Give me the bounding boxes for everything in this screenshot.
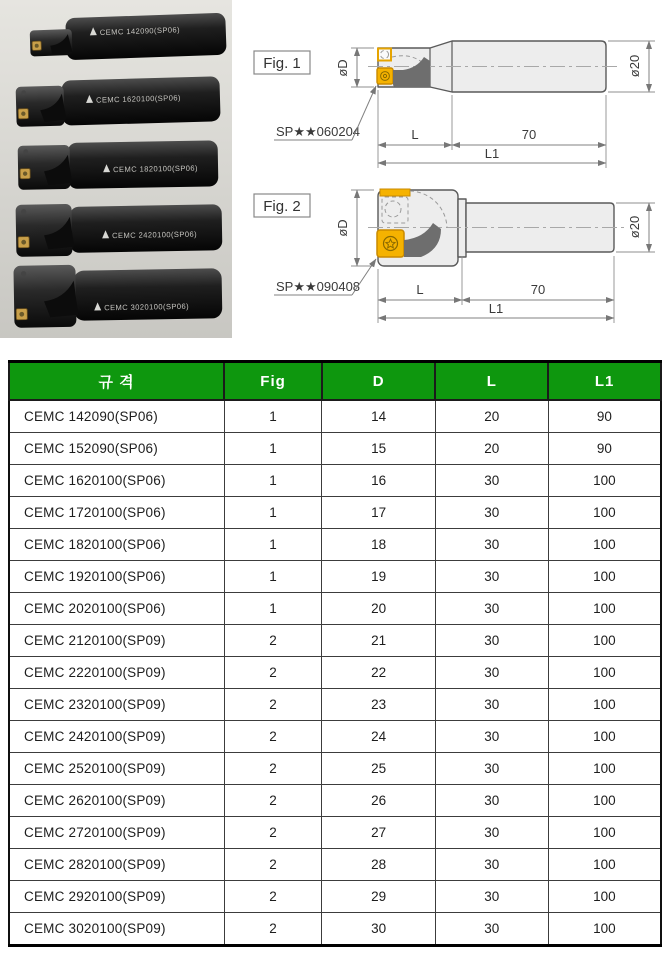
table-row: [9, 881, 661, 913]
table-cell: 30: [435, 689, 548, 721]
insert-icon: [377, 68, 393, 84]
table-cell: CEMC 2320100(SP09): [9, 689, 224, 721]
table-cell: 2: [224, 721, 322, 753]
table-cell: 30: [435, 593, 548, 625]
table-cell: 30: [435, 721, 548, 753]
table-header-row: [9, 362, 661, 401]
table-cell: 100: [548, 561, 661, 593]
table-row: [9, 913, 661, 946]
table-row: [9, 721, 661, 753]
table-cell: 100: [548, 881, 661, 913]
table-cell: 2: [224, 657, 322, 689]
table-cell: 1: [224, 561, 322, 593]
table-cell: 18: [322, 529, 435, 561]
dim-head-diameter: øD: [335, 59, 350, 77]
table-cell: 17: [322, 497, 435, 529]
table-cell: 100: [548, 913, 661, 946]
dim-shank-length: 70: [530, 282, 546, 297]
table-cell: 100: [548, 849, 661, 881]
table-cell: CEMC 2920100(SP09): [9, 881, 224, 913]
table-cell: 30: [435, 657, 548, 689]
figure-2-label: Fig. 2: [263, 198, 301, 215]
table-cell: 30: [435, 561, 548, 593]
dim-total-length: L1: [488, 301, 504, 316]
table-cell: CEMC 2420100(SP09): [9, 721, 224, 753]
table-cell: 100: [548, 689, 661, 721]
table-cell: 100: [548, 785, 661, 817]
table-cell: CEMC 152090(SP06): [9, 433, 224, 465]
table-cell: 26: [322, 785, 435, 817]
table-cell: 100: [548, 465, 661, 497]
table-cell: CEMC 2120100(SP09): [9, 625, 224, 657]
table-cell: 30: [435, 913, 548, 946]
table-cell: 22: [322, 657, 435, 689]
insert-edge: [380, 189, 410, 196]
table-cell: 20: [322, 593, 435, 625]
spec-table: [8, 360, 662, 947]
table-row: [9, 529, 661, 561]
dim-shank-length: 70: [521, 127, 537, 142]
table-cell: CEMC 2020100(SP06): [9, 593, 224, 625]
table-cell: 100: [548, 721, 661, 753]
figure-2: [254, 189, 655, 323]
tool-photo-item: [13, 262, 222, 328]
table-row: [9, 465, 661, 497]
table-row: [9, 817, 661, 849]
table-cell: 2: [224, 753, 322, 785]
table-row: [9, 625, 661, 657]
table-cell: 2: [224, 881, 322, 913]
table-cell: 2: [224, 625, 322, 657]
table-row: [9, 561, 661, 593]
table-cell: 90: [548, 433, 661, 465]
dim-total-length: L1: [484, 146, 500, 161]
table-cell: 2: [224, 817, 322, 849]
table-cell: 30: [435, 817, 548, 849]
tool-engraving-label: CEMC 1620100(SP06): [95, 93, 181, 105]
table-row: [9, 400, 661, 433]
table-cell: 100: [548, 593, 661, 625]
table-row: [9, 753, 661, 785]
insert-callout-label: SP★★090408: [276, 279, 361, 294]
table-cell: 30: [435, 465, 548, 497]
table-cell: 100: [548, 753, 661, 785]
table-cell: 90: [548, 400, 661, 433]
table-cell: 1: [224, 400, 322, 433]
table-cell: 1: [224, 593, 322, 625]
tool-photo-item: [18, 140, 219, 189]
header-spec: 규 격: [9, 362, 224, 401]
table-cell: 30: [435, 881, 548, 913]
dim-head-diameter: øD: [335, 219, 350, 237]
header-l1: L1: [548, 362, 661, 401]
table-cell: 30: [435, 625, 548, 657]
table-cell: CEMC 2520100(SP09): [9, 753, 224, 785]
table-cell: 25: [322, 753, 435, 785]
table-cell: CEMC 2220100(SP09): [9, 657, 224, 689]
table-cell: 16: [322, 465, 435, 497]
table-cell: 21: [322, 625, 435, 657]
tool-engraving-label: CEMC 2420100(SP06): [112, 229, 198, 241]
table-cell: 24: [322, 721, 435, 753]
header-l: L: [435, 362, 548, 401]
table-cell: 100: [548, 657, 661, 689]
table-cell: 100: [548, 817, 661, 849]
table-cell: 19: [322, 561, 435, 593]
table-cell: 14: [322, 400, 435, 433]
table-cell: 100: [548, 625, 661, 657]
table-row: [9, 433, 661, 465]
table-cell: 1: [224, 497, 322, 529]
table-cell: 2: [224, 689, 322, 721]
table-cell: 2: [224, 849, 322, 881]
table-cell: 30: [435, 849, 548, 881]
dim-shank-diameter: ø20: [627, 215, 642, 239]
table-row: [9, 689, 661, 721]
table-row: [9, 849, 661, 881]
table-cell: 20: [435, 400, 548, 433]
tool-photo-item: [16, 201, 223, 257]
tool-shank-fig2: [466, 203, 614, 252]
dim-flute-length: L: [411, 127, 419, 142]
table-cell: 1: [224, 433, 322, 465]
table-cell: 28: [322, 849, 435, 881]
figure-1-label: Fig. 1: [263, 55, 301, 72]
table-cell: 23: [322, 689, 435, 721]
insert-pocket: [378, 49, 391, 61]
table-cell: 30: [435, 497, 548, 529]
table-cell: CEMC 1720100(SP06): [9, 497, 224, 529]
table-cell: CEMC 1820100(SP06): [9, 529, 224, 561]
figure-1: [254, 41, 655, 168]
dim-shank-diameter: ø20: [627, 54, 642, 78]
table-cell: CEMC 2720100(SP09): [9, 817, 224, 849]
table-cell: 15: [322, 433, 435, 465]
dim-flute-length: L: [416, 282, 424, 297]
table-row: [9, 593, 661, 625]
tool-engraving-label: CEMC 142090(SP06): [99, 25, 181, 38]
header-fig: Fig: [224, 362, 322, 401]
table-cell: 1: [224, 465, 322, 497]
table-cell: CEMC 2620100(SP09): [9, 785, 224, 817]
table-cell: CEMC 3020100(SP09): [9, 913, 224, 946]
insert-icon: [377, 230, 404, 257]
insert-callout-label: SP★★060204: [276, 124, 361, 139]
table-cell: 30: [435, 785, 548, 817]
tool-engraving-label: CEMC 3020100(SP06): [104, 301, 190, 313]
table-cell: 100: [548, 497, 661, 529]
table-cell: 2: [224, 785, 322, 817]
table-cell: 30: [435, 753, 548, 785]
header-d: D: [322, 362, 435, 401]
table-cell: CEMC 1920100(SP06): [9, 561, 224, 593]
table-cell: 2: [224, 913, 322, 946]
table-row: [9, 785, 661, 817]
technical-drawings: [240, 0, 670, 340]
tool-engraving-label: CEMC 1820100(SP06): [113, 163, 199, 175]
table-cell: 100: [548, 529, 661, 561]
table-cell: CEMC 1620100(SP06): [9, 465, 224, 497]
table-cell: 30: [322, 913, 435, 946]
table-cell: 29: [322, 881, 435, 913]
table-cell: 30: [435, 529, 548, 561]
table-cell: 27: [322, 817, 435, 849]
product-photo: [0, 0, 232, 340]
table-cell: CEMC 142090(SP06): [9, 400, 224, 433]
spec-table-body: [9, 400, 661, 946]
table-cell: 1: [224, 529, 322, 561]
table-row: [9, 497, 661, 529]
table-cell: CEMC 2820100(SP09): [9, 849, 224, 881]
table-cell: 20: [435, 433, 548, 465]
table-row: [9, 657, 661, 689]
